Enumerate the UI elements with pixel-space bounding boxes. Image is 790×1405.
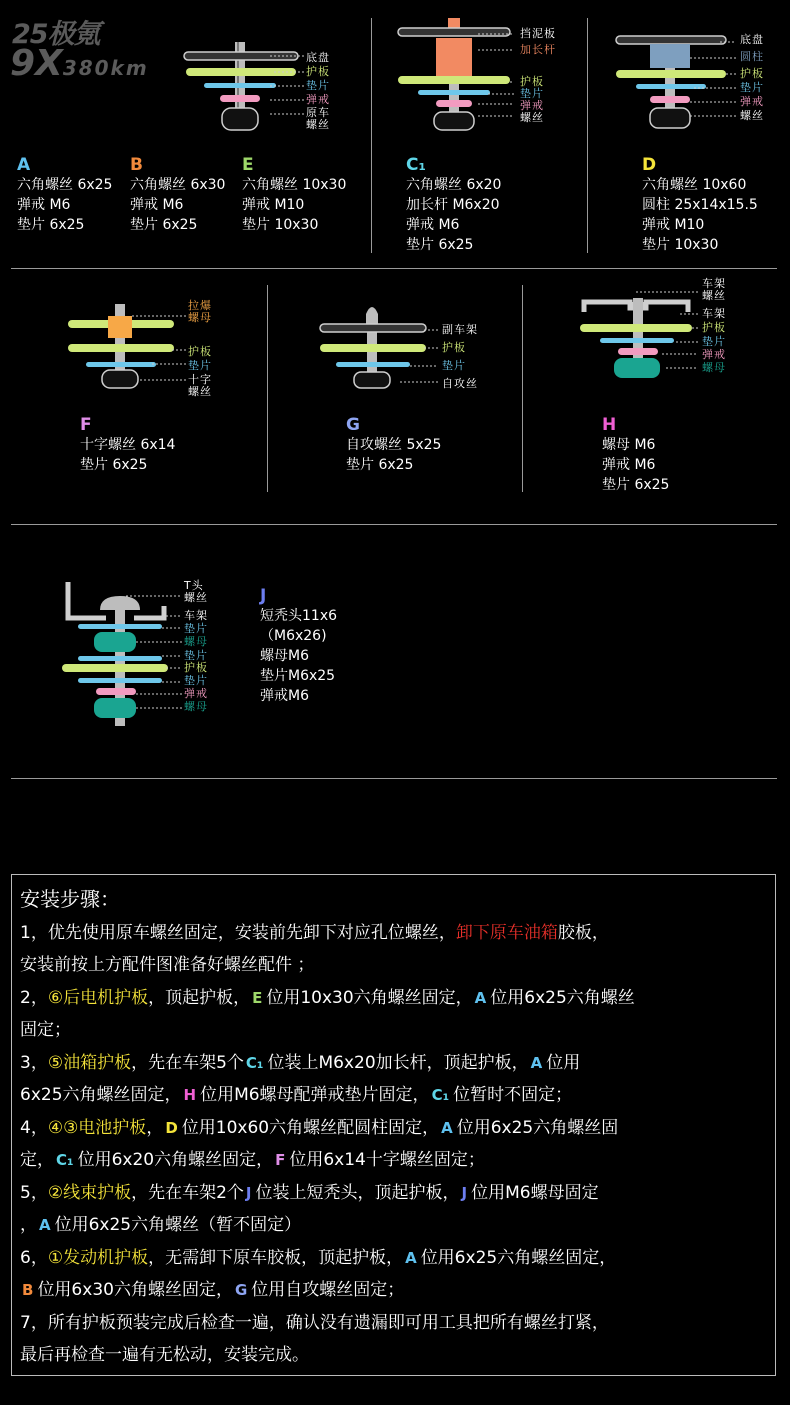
label-board: 护板 [184,661,208,674]
step-1-cont: 安装前按上方配件图准备好螺丝配件 ； [20,955,315,975]
label-washer: 垫片 [184,674,208,687]
leader-lines [126,592,186,720]
step-5: 5，②线束护板，先在车架2个 J 位装上短秃头，顶起护板， J 位用M6螺母固定 [20,1183,599,1203]
label-chassis: 底盘 [740,33,764,46]
label-frame-bolt: 螺丝 [702,289,726,302]
divider [267,285,268,492]
label-pillar: 圆柱 [740,50,764,63]
install-steps [11,874,776,1376]
label-board: 护板 [520,75,544,88]
leader-lines [478,30,518,120]
part-a: A 六角螺丝 6x25 弹戒 M6 垫片 6x25 [17,155,113,233]
part-h: H 螺母 M6 弹戒 M6 垫片 6x25 [602,415,670,493]
leader-lines [690,40,740,120]
step-4: 4，④③电池护板， D 位用10x60六角螺丝配圆柱固定， A 位用6x25六角螺丝固 [20,1118,619,1138]
label-tapping: 自攻丝 [442,377,478,390]
label-expand: 拉爆 [188,299,212,312]
label-fender: 挡泥板 [520,27,556,40]
leader-lines [132,306,192,386]
label-chassis: 底盘 [306,51,330,64]
step-2-cont: 固定； [20,1020,71,1040]
label-nut: 螺母 [184,635,208,648]
label-bolt: 螺丝 [184,591,208,604]
brand-variant: 9X380km [10,43,149,84]
label-nut: 螺母 [184,700,208,713]
divider [587,18,588,253]
label-bolt: 螺丝 [520,111,544,124]
step-5-cont: ， A 位用6x25六角螺丝（暂不固定） [20,1215,302,1235]
step-3-cont: 6x25六角螺丝固定， H 位用M6螺母配弹戒垫片固定， C₁ 位暂时不固定； [20,1085,573,1105]
part-j: J 短秃头11x6 （M6x26) 螺母M6 垫片M6x25 弹戒M6 [260,586,338,704]
label-bolt: 螺丝 [740,109,764,122]
label-nut: 螺母 [188,311,212,324]
label-orig: 原车 [306,106,330,119]
step-2: 2，⑥后电机护板，顶起护板， E 位用10x30六角螺丝固定， A 位用6x25六角螺丝 [20,988,635,1008]
label-frame: 车架 [184,609,208,622]
label-washer: 垫片 [702,335,726,348]
part-f: F 十字螺丝 6x14 垫片 6x25 [80,415,176,473]
part-b: B 六角螺丝 6x30 弹戒 M6 垫片 6x25 [130,155,226,233]
divider [371,18,372,253]
label-spring: 弹戒 [740,95,764,108]
label-bolt: 螺丝 [188,385,212,398]
label-extender: 加长杆 [520,43,556,56]
label-board: 护板 [740,67,764,80]
label-spring: 弹戒 [702,348,726,361]
label-board: 护板 [702,321,726,334]
label-board: 护板 [442,341,466,354]
label-t-head: T头 [184,579,204,592]
step-7-cont: 最后再检查一遍有无松动，安装完成。 [20,1345,309,1365]
label-spring: 弹戒 [184,687,208,700]
label-cross: 十字 [188,373,212,386]
label-washer: 垫片 [520,87,544,100]
label-washer: 垫片 [184,622,208,635]
step-1: 1，优先使用原车螺丝固定，安装前先卸下对应孔位螺丝，卸下原车油箱胶板， [20,923,609,943]
label-bolt: 螺丝 [306,118,330,131]
part-g: G 自攻螺丝 5x25 垫片 6x25 [346,415,442,473]
label-washer: 垫片 [442,359,466,372]
part-d: D 六角螺丝 10x60 圆柱 25x14x15.5 弹戒 M10 垫片 10x30 [642,155,758,253]
label-washer: 垫片 [184,649,208,662]
step-7: 7，所有护板预装完成后检查一遍，确认没有遗漏即可用工具把所有螺丝打紧， [20,1313,609,1333]
step-4-cont: 定， C₁ 位用6x20六角螺丝固定， F 位用6x14十字螺丝固定； [20,1150,485,1170]
divider [522,285,523,492]
leader-lines [400,328,440,388]
brand-model: 25极氪 [12,19,100,50]
divider [11,268,777,269]
step-3: 3，⑤油箱护板，先在车架5个 C₁ 位装上M6x20加长杆，顶起护板， A 位用 [20,1053,581,1073]
part-e: E 六角螺丝 10x30 弹戒 M10 垫片 10x30 [242,155,347,233]
label-washer: 垫片 [740,81,764,94]
step-6: 6，①发动机护板，无需卸下原车胶板，顶起护板， A 位用6x25六角螺丝固定， [20,1248,617,1268]
step-6-cont: B 位用6x30六角螺丝固定， G 位用自攻螺丝固定； [22,1280,405,1300]
label-washer: 垫片 [188,359,212,372]
label-frame: 车架 [702,277,726,290]
divider [11,524,777,525]
label-nut: 螺母 [702,361,726,374]
part-c1: C₁ 六角螺丝 6x20 加长杆 M6x20 弹戒 M6 垫片 6x25 [406,155,502,253]
steps-title: 安装步骤： [20,887,120,911]
label-board: 护板 [306,65,330,78]
label-spring: 弹戒 [306,93,330,106]
label-board: 护板 [188,345,212,358]
divider [11,778,777,779]
label-spring: 弹戒 [520,99,544,112]
leader-lines [270,50,310,130]
leader-lines [636,288,700,374]
label-frame: 车架 [702,307,726,320]
label-subframe: 副车架 [442,323,478,336]
label-washer: 垫片 [306,79,330,92]
